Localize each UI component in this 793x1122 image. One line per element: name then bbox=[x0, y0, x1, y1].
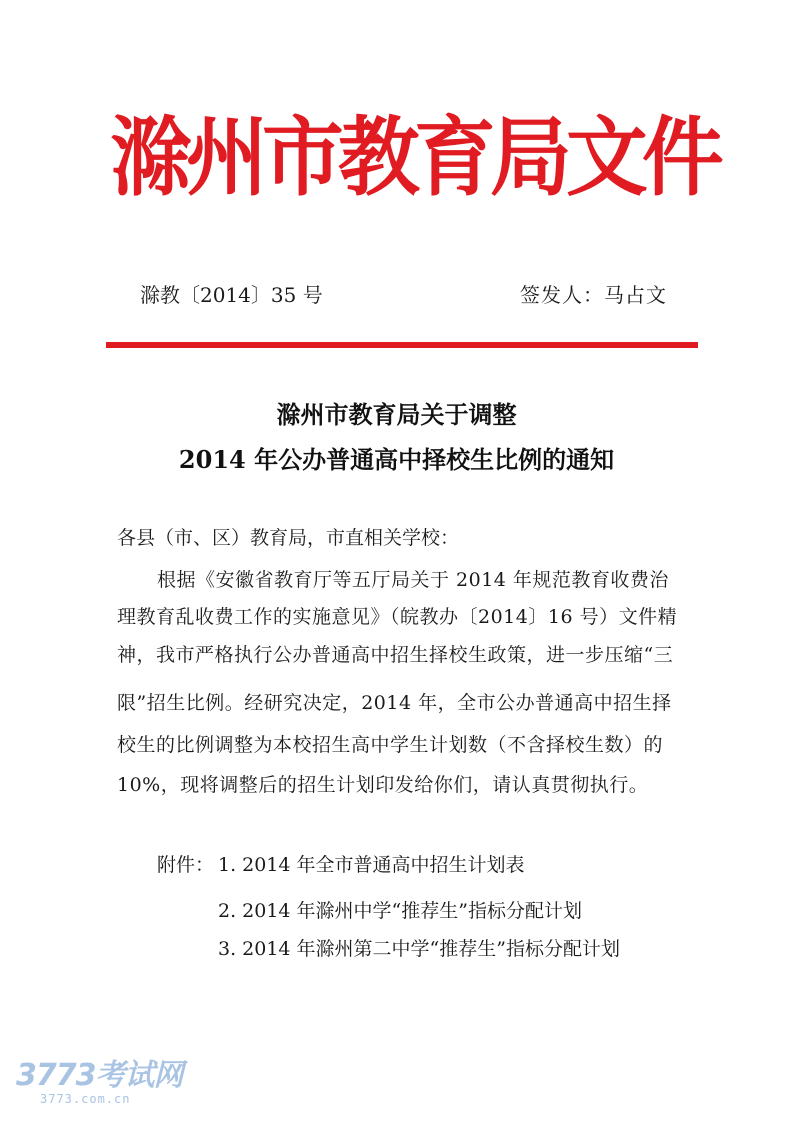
attachments-label: 附件： bbox=[157, 854, 215, 876]
signer: 签发人：马占文 bbox=[520, 283, 667, 307]
body-line: 限”招生比例。经研究决定，2014 年，全市公办普通高中招生择 bbox=[117, 692, 672, 714]
body-line: 根据《安徽省教育厅等五厅局关于 2014 年规范教育收费治 bbox=[157, 569, 669, 591]
document-number: 滁教〔2014〕35 号 bbox=[140, 283, 323, 307]
body-line: 理教育乱收费工作的实施意见》（皖教办〔2014〕16 号）文件精 bbox=[117, 606, 678, 628]
masthead-title: 滁州市教育局文件 bbox=[110, 107, 718, 208]
attachment-item: 2. 2014 年滁州中学“推荐生”指标分配计划 bbox=[218, 900, 582, 922]
watermark-url: 3773.com.cn bbox=[40, 1092, 131, 1106]
body-line: 校生的比例调整为本校招生高中学生计划数（不含择校生数）的 bbox=[117, 734, 664, 756]
notice-title-line-2: 2014 年公办普通高中择校生比例的通知 bbox=[178, 445, 615, 474]
body-line: 神，我市严格执行公办普通高中招生择校生政策，进一步压缩“三 bbox=[117, 644, 674, 666]
watermark-logo: 3773考试网 bbox=[16, 1058, 183, 1093]
red-divider bbox=[106, 342, 698, 348]
notice-title-line-1: 滁州市教育局关于调整 bbox=[276, 400, 517, 429]
attachment-item: 3. 2014 年滁州第二中学“推荐生”指标分配计划 bbox=[218, 938, 620, 960]
salutation: 各县（市、区）教育局，市直相关学校： bbox=[117, 527, 460, 549]
attachment-item: 1. 2014 年全市普通高中招生计划表 bbox=[218, 854, 525, 876]
body-line: 10%，现将调整后的招生计划印发给你们，请认真贯彻执行。 bbox=[117, 774, 649, 796]
